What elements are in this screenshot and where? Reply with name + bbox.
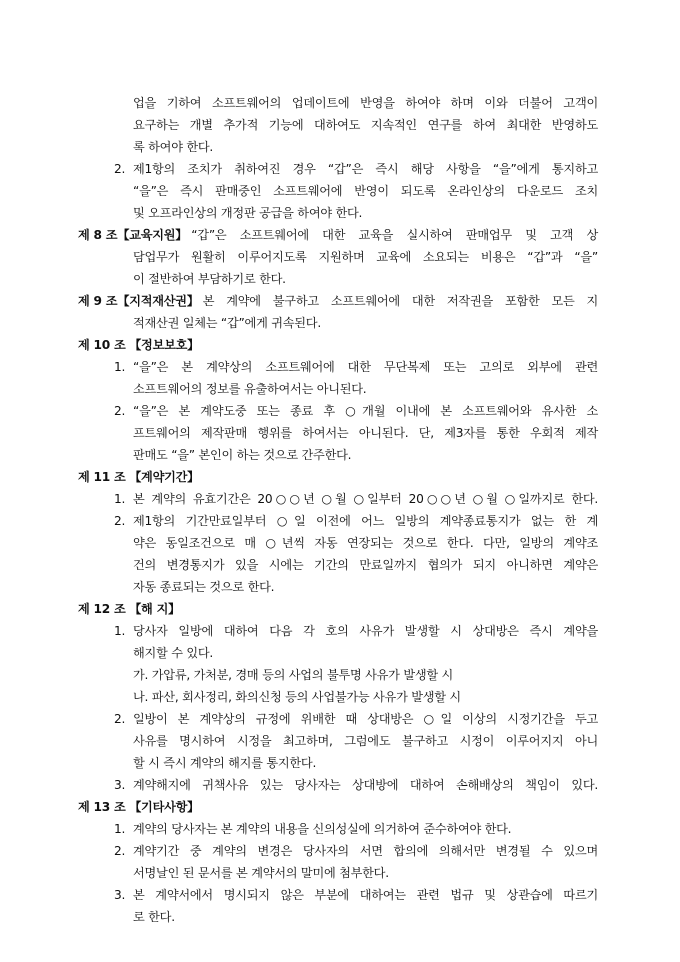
text-line: 계약기간 중 계약의 변경은 당사자의 서면 합의에 의해서만 변경될 수 있으며 [133, 844, 598, 858]
item-number: 2. [114, 844, 126, 858]
item-number: 1. [114, 492, 126, 506]
text-line: 할 시 즉시 계약의 해지를 통지한다. [133, 756, 317, 770]
article-title: 【해 지】 [129, 602, 181, 616]
sub-item: 가. 가압류, 가처분, 경매 등의 사업의 불투명 사유가 발생할 시 [133, 668, 454, 682]
text-line: 판매도 “을” 본인이 하는 것으로 간주한다. [133, 448, 352, 462]
text-line: 프트웨어의 제작판매 행위를 하여서는 아니된다. 단, 제3자를 통한 우회적 제작 [133, 426, 598, 440]
article-8-heading [78, 226, 598, 244]
article-11-heading [78, 468, 199, 486]
item-number: 2. [114, 712, 126, 726]
article-label: 제 13 조 [78, 800, 126, 814]
text-line: 계약해지에 귀책사유 있는 당사자는 상대방에 대하여 손해배상의 책임이 있다. [133, 778, 598, 792]
text-line: 업을 기하여 소프트웨어의 업데이트에 반영을 하여야 하며 이와 더불어 고객이 [133, 96, 598, 110]
text-line: 건의 변경통지가 있을 시에는 기간의 만료일까지 협의가 되지 아니하면 계약은 [133, 558, 598, 572]
text-line: “을”은 즉시 판매중인 소프트웨어에 반영이 되도록 온라인상의 다운로드 조치 [133, 184, 598, 198]
item-number: 2. [114, 404, 126, 418]
article-label: 제 10 조 [78, 338, 126, 352]
article-label: 제 9 조 [78, 294, 118, 308]
text-line: 일방이 본 계약상의 규정에 위배한 때 상대방은 ○일 이상의 시정기간을 두고 [133, 712, 598, 726]
text-line: 본 계약에 불구하고 소프트웨어에 대한 저작권을 포함한 모든 지 [202, 294, 598, 308]
item-number: 1. [114, 822, 126, 836]
text-line: “을”은 본 계약도중 또는 종료 후 ○개월 이내에 본 소프트웨어와 유사한 소 [133, 404, 598, 418]
text-line: 로 한다. [133, 910, 175, 924]
article-10-heading [78, 336, 199, 354]
item-number: 1. [114, 360, 126, 374]
text-line: 제1항의 조치가 취하여진 경우 “갑”은 즉시 해당 사항을 “을”에게 통지하고 [133, 162, 598, 176]
article-13-heading [78, 798, 199, 816]
text-line: 록 하여야 한다. [133, 140, 214, 154]
text-line: 계약의 당사자는 본 계약의 내용을 신의성실에 의거하여 준수하여야 한다. [133, 822, 512, 836]
text-line: 서명날인 된 문서를 본 계약서의 말미에 첨부한다. [133, 866, 389, 880]
article-9-heading [78, 292, 598, 310]
article-title: 【정보보호】 [129, 338, 200, 352]
text-line: 요구하는 개별 추가적 기능에 대하여도 지속적인 연구를 하여 최대한 반영하도 [133, 118, 598, 132]
article-title: 【기타사항】 [129, 800, 200, 814]
article-title: 【계약기간】 [129, 470, 200, 484]
article-label: 제 12 조 [78, 602, 126, 616]
text-line: 약은 동일조건으로 매 ○년씩 자동 연장되는 것으로 한다. 다만, 일방의 계약조 [133, 536, 598, 550]
text-line: 소프트웨어의 정보를 유출하여서는 아니된다. [133, 382, 367, 396]
item-number: 3. [114, 888, 126, 902]
article-title: 【지적재산권】 [117, 294, 199, 308]
text-line: 담업무가 원활히 이루어지도록 지원하며 교육에 소요되는 비용은 “갑”과 “을” [133, 250, 598, 264]
text-line: 해지할 수 있다. [133, 646, 214, 660]
item-number: 1. [114, 624, 126, 638]
item-number: 2. [114, 514, 126, 528]
text-line: 이 절반하여 부담하기로 한다. [133, 272, 286, 286]
text-line: 적재산권 일체는 “갑”에게 귀속된다. [133, 316, 321, 330]
article-title: 【교육지원】 [117, 228, 188, 242]
article-12-heading [78, 600, 180, 618]
article-label: 제 8 조 [78, 228, 118, 242]
sub-item: 나. 파산, 회사정리, 화의신청 등의 사업불가능 사유가 발생할 시 [133, 690, 461, 704]
text-line: 및 오프라인상의 개정판 공급을 하여야 한다. [133, 206, 363, 220]
article-label: 제 11 조 [78, 470, 126, 484]
text-line: “을”은 본 계약상의 소프트웨어에 대한 무단복제 또는 고의로 외부에 관련 [133, 360, 598, 374]
item-number: 2. [114, 162, 126, 176]
item-number: 3. [114, 778, 126, 792]
text-line: 본 계약서에서 명시되지 않은 부분에 대하여는 관련 법규 및 상관습에 따르기 [133, 888, 598, 902]
text-line: 제1항의 기간만료일부터 ○일 이전에 어느 일방의 계약종료통지가 없는 한 계 [133, 514, 598, 528]
text-line: 사유를 명시하여 시정을 최고하며, 그럼에도 불구하고 시정이 이루어지지 아니 [133, 734, 598, 748]
text-line: “갑”은 소프트웨어에 대한 교육을 실시하여 판매업무 및 고객 상 [191, 228, 598, 242]
text-line: 자동 종료되는 것으로 한다. [133, 580, 275, 594]
text-line: 본 계약의 유효기간은 20○○년 ○월 ○일부터 20○○년 ○월 ○일까지로 한다. [133, 492, 598, 506]
text-line: 당사자 일방에 대하여 다음 각 호의 사유가 발생할 시 상대방은 즉시 계약을 [133, 624, 598, 638]
